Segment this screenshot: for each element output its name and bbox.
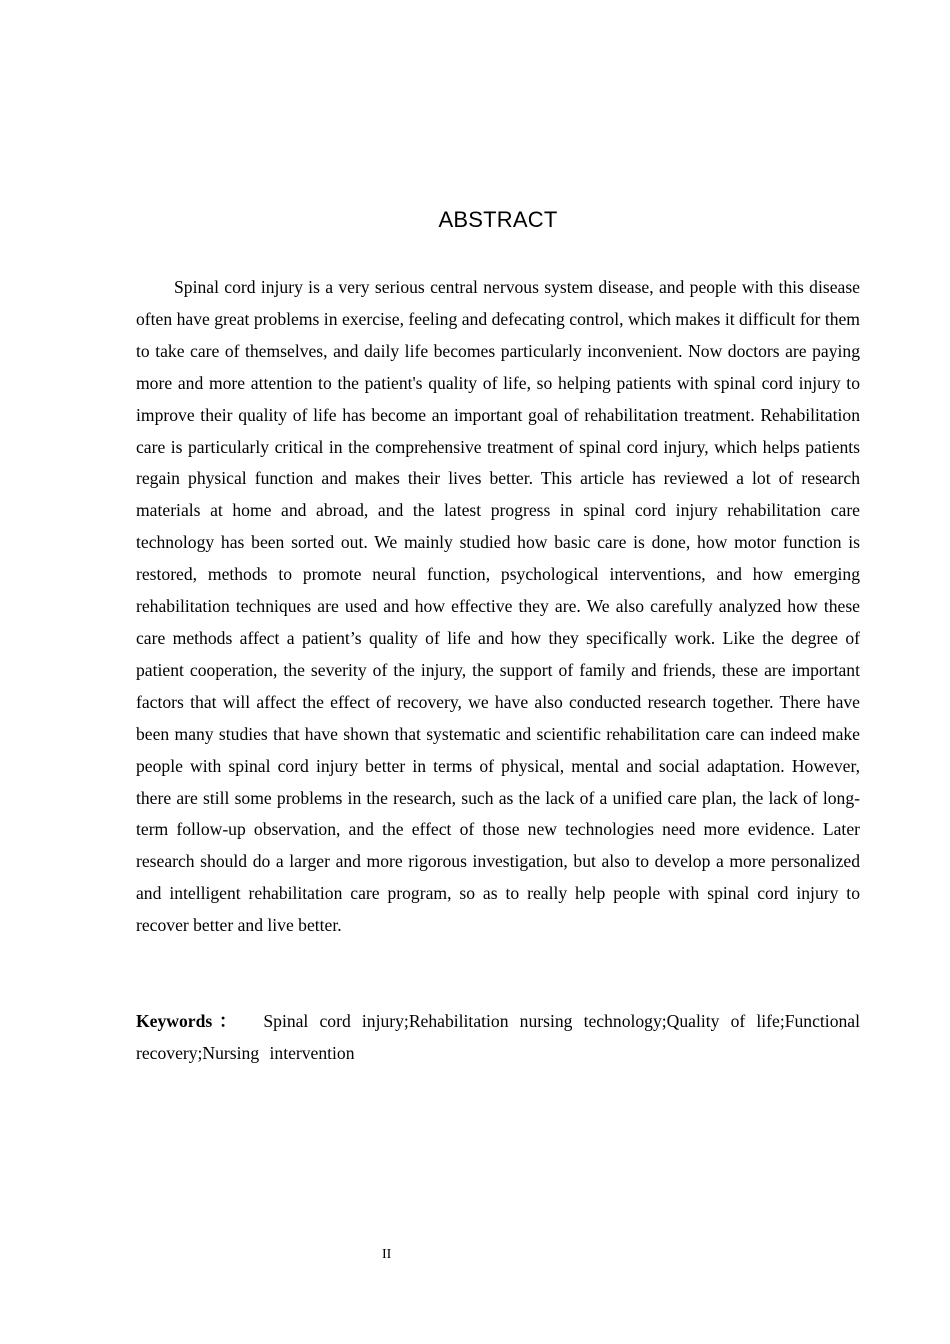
keywords-text: Spinal cord injury;Rehabilitation nursing technology;Quality of life;Functional recovery;Nursing intervention [136, 1011, 860, 1063]
keywords-separator: ： [218, 1011, 238, 1031]
keywords-line [136, 1006, 860, 1070]
abstract-paragraph: Spinal cord injury is a very serious central nervous system disease, and people with this disease often have great problems in exercise, feeling and defecating control, which makes it difficult for them to take care of themselves, and daily life becomes particularly inconvenient. Now doctors are paying more and more attention to the patient's quality of life, so helping patients with spinal cord injury to improve their quality of life has become an important goal of rehabilitation treatment. Rehabilitation care is particularly critical in the comprehensive treatment of spinal cord injury, which helps patients regain physical function and makes their lives better. This article has reviewed a lot of research materials at home and abroad, and the latest progress in spinal cord injury rehabilitation care technology has been sorted out. We mainly studied how basic care is done, how motor function is restored, methods to promote neural function, psychological interventions, and how emerging rehabilitation techniques are used and how effective they are. We also carefully analyzed how these care methods affect a patient’s quality of life and how they specifically work. Like the degree of patient cooperation, the severity of the injury, the support of family and friends, these are important factors that will affect the effect of recovery, we have also conducted research together. There have been many studies that have shown that systematic and scientific rehabilitation care can indeed make people with spinal cord injury better in terms of physical, mental and social adaptation. However, there are still some problems in the research, such as the lack of a unified care plan, the lack of long-term follow-up observation, and the effect of those new technologies need more evidence. Later research should do a larger and more rigorous investigation, but also to develop a more personalized and intelligent rehabilitation care program, so as to really help people with spinal cord injury to recover better and live better. [136, 277, 860, 936]
keywords-label: Keywords [136, 1011, 213, 1031]
page-number: II [382, 1247, 392, 1262]
abstract-title: ABSTRACT [438, 207, 558, 232]
